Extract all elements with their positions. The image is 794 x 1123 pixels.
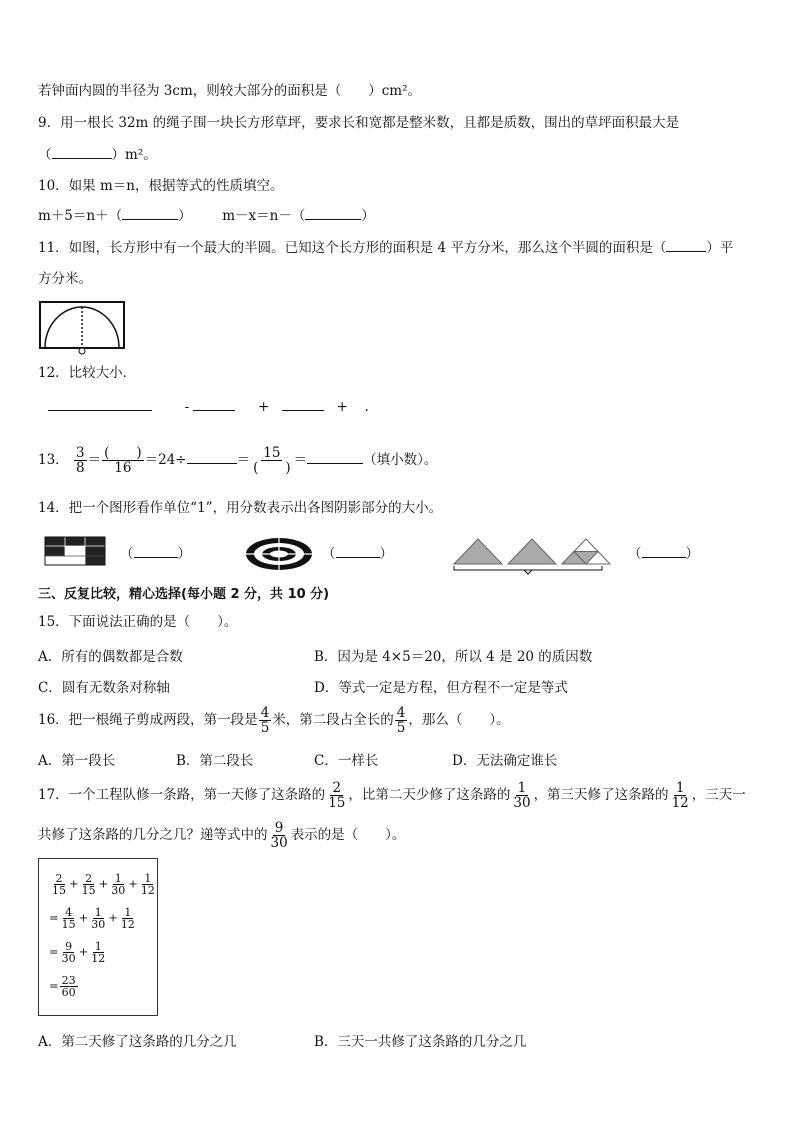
math-text: 2: [332, 780, 342, 796]
paren: ）: [379, 546, 393, 562]
q17-text: 共修了这条路的几分之几？递等式中的: [38, 827, 268, 843]
q9-line2: [38, 146, 157, 164]
q10-title: 10．如果 m＝n，根据等式的性质填空。: [38, 178, 284, 194]
q14-answer3: [628, 545, 699, 563]
math-text: +: [78, 944, 89, 959]
q11-blank[interactable]: [666, 239, 706, 252]
math-text: 16: [114, 460, 132, 476]
q15-title: 15．下面说法正确的是（ ）。: [38, 614, 238, 630]
math-text: 5: [260, 720, 270, 736]
fraction: [139, 873, 157, 896]
q16-option-a[interactable]: A．第一段长: [38, 753, 116, 769]
q11-line1: [38, 239, 733, 257]
q10-expr2: m－x＝n－（: [222, 208, 306, 224]
math-text: 12: [91, 952, 106, 965]
work-line-3: [49, 941, 108, 964]
math-text: 60: [61, 986, 76, 999]
q13-fraction-3-8: [74, 446, 87, 475]
q16-text: 16．把一根绳子剪成两段，第一段是: [38, 712, 258, 728]
q11-text: 11．如图，长方形中有一个最大的半圆。已知这个长方形的面积是 4 平方分米，那么这个半圆的面积是（: [38, 240, 667, 256]
q16-option-d[interactable]: D．无法确定谁长: [452, 753, 558, 769]
math-text: +: [128, 876, 138, 891]
q14-title: 14．把一个图形看作单位“1”，用分数表示出各图阴影部分的大小。: [38, 500, 443, 516]
q17-line2: [38, 815, 405, 855]
math-text: 30: [91, 918, 106, 931]
equals: ＝: [87, 452, 102, 468]
math-text: 15: [52, 884, 66, 897]
math-text: 30: [111, 884, 126, 897]
math-text: 15: [81, 884, 96, 897]
q10-expressions: [38, 207, 375, 225]
q15-option-c[interactable]: C．圆有无数条对称轴: [38, 680, 170, 696]
fraction: [119, 907, 137, 930]
q16-text: 米，第二段占全长的: [272, 712, 394, 728]
q12-symbol: +: [258, 399, 270, 415]
q11-line2: 方分米。: [38, 271, 92, 287]
math-text: 2: [55, 872, 63, 885]
math-text: =: [49, 978, 59, 993]
q16-option-c[interactable]: C．一样长: [314, 753, 379, 769]
math-text: 2: [85, 872, 93, 885]
fraction: [60, 975, 78, 998]
math-text: 30: [61, 952, 76, 965]
q14-blank3[interactable]: [642, 545, 686, 558]
q16-option-b[interactable]: B．第二段长: [176, 753, 254, 769]
q9-unit: ）m²。: [111, 147, 157, 163]
fraction: [89, 907, 107, 930]
q13-division: ＝24÷: [144, 452, 187, 468]
q17-text: 17．一个工程队修一条路，第一天修了这条路的: [38, 787, 326, 803]
q16-fraction: [259, 706, 272, 735]
paren: （: [322, 546, 336, 562]
math-text: +: [98, 876, 109, 891]
q13-fraction-blank-16[interactable]: [102, 446, 144, 475]
q12-title: 12．比较大小．: [38, 365, 137, 381]
math-text: 9: [65, 940, 73, 953]
q13-blank1[interactable]: [187, 451, 237, 464]
math-text: 4: [260, 705, 270, 721]
q14-blank1[interactable]: [134, 545, 178, 558]
q16-fraction: [395, 706, 408, 735]
math-text: 12: [120, 918, 135, 931]
q9-answer-blank[interactable]: [52, 146, 112, 159]
q14-answer2: [322, 545, 393, 563]
q17-fraction: [670, 781, 691, 810]
q17-working-box: [38, 858, 158, 1016]
fraction: [60, 941, 78, 964]
q16-line: [38, 700, 510, 740]
math-text: 3: [75, 445, 85, 461]
math-text: 15: [263, 445, 281, 461]
math-text: 30: [270, 835, 288, 851]
q10-blank2[interactable]: [305, 207, 361, 220]
q14-answer1: [120, 545, 191, 563]
q12-blank1[interactable]: [48, 398, 152, 411]
fraction: [89, 941, 107, 964]
math-text: 30: [513, 795, 531, 811]
equals: ＝: [293, 452, 308, 468]
q17-text: ，比第二天少修了这条路的: [348, 787, 511, 803]
equals: ＝: [236, 452, 251, 468]
math-text: 1: [94, 906, 102, 919]
q9-line1: 9．用一根长 32m 的绳子围一块长方形草坪，要求长和宽都是整米数，且都是质数，围出的草坪面积最大是: [38, 115, 680, 131]
q13-line: [38, 440, 437, 480]
q11-text-end: ）平: [706, 240, 734, 256]
q15-option-b[interactable]: B．因为是 4×5＝20，所以 4 是 20 的质因数: [314, 649, 593, 665]
q12-symbol: +: [336, 399, 348, 415]
q9-paren-open: （: [38, 147, 52, 163]
q10-blank1[interactable]: [122, 207, 178, 220]
math-text: 1: [124, 906, 132, 919]
q12-blank2[interactable]: [193, 398, 235, 411]
q12-row: [48, 398, 369, 416]
math-text: 8: [75, 460, 85, 476]
q17-fraction: [511, 781, 532, 810]
q14-grid-figure: [44, 536, 108, 568]
paren: ）: [685, 546, 699, 562]
math-text: 15: [328, 795, 346, 811]
q16-text: ，那么（ ）。: [408, 712, 510, 728]
paren: ）: [177, 546, 191, 562]
q10-expr2-close: ）: [361, 208, 375, 224]
q17-text: ，第三天修了这条路的: [533, 787, 669, 803]
q12-symbol: .: [364, 399, 369, 415]
work-line-2: [49, 907, 138, 930]
math-text: 4: [396, 705, 406, 721]
section-heading: 三、反复比较，精心选择(每小题 2 分，共 10 分): [38, 587, 330, 602]
math-text: 1: [517, 780, 527, 796]
q13-number: 13．: [38, 452, 69, 468]
math-text: 1: [94, 940, 102, 953]
fraction: [50, 873, 68, 896]
math-text: 1: [675, 780, 685, 796]
q14-target-figure: [244, 536, 314, 572]
q13-fraction-15-blank[interactable]: [251, 446, 293, 475]
q17-option-a[interactable]: A．第二天修了这条路的几分之几: [38, 1034, 237, 1050]
q8-tail: 若钟面内圆的半径为 3cm，则较大部分的面积是（ ）cm²。: [38, 83, 422, 99]
work-line-4: [49, 975, 79, 998]
math-text: +: [108, 910, 118, 925]
work-line-1: [49, 873, 158, 896]
q17-text: 表示的是（ ）。: [290, 827, 406, 843]
math-text: =: [49, 910, 59, 925]
math-text: 9: [274, 820, 284, 836]
q15-option-a[interactable]: A．所有的偶数都是合数: [38, 649, 183, 665]
q13-blank2[interactable]: [307, 451, 363, 464]
q10-expr1: m＋5＝n＋（: [38, 208, 123, 224]
math-text: 12: [140, 884, 155, 897]
math-text: 12: [671, 795, 689, 811]
math-text: ( ): [253, 460, 291, 476]
fraction: [60, 907, 78, 930]
q10-expr1-close: ）: [178, 208, 192, 224]
math-text: 1: [144, 872, 152, 885]
math-text: +: [78, 910, 89, 925]
math-text: 5: [396, 720, 406, 736]
q17-fraction: [269, 821, 290, 850]
q14-blank2[interactable]: [336, 545, 380, 558]
math-text: 4: [65, 906, 73, 919]
math-text: 23: [61, 974, 76, 987]
math-text: ( ): [104, 445, 142, 461]
math-text: 1: [114, 872, 122, 885]
paren: （: [120, 546, 134, 562]
math-text: 15: [61, 918, 76, 931]
q17-option-b[interactable]: B．三天一共修了这条路的几分之几: [314, 1034, 527, 1050]
q17-line1: [38, 775, 746, 815]
paren: （: [628, 546, 642, 562]
q12-symbol: -: [184, 399, 190, 415]
q17-fraction: [326, 781, 347, 810]
q17-text: ，三天一: [691, 787, 746, 803]
q14-triangles-figure: [452, 536, 612, 576]
math-text: =: [49, 944, 59, 959]
fraction: [80, 873, 98, 896]
q13-hint: （填小数）。: [363, 452, 438, 468]
q15-option-d[interactable]: D．等式一定是方程，但方程不一定是等式: [314, 680, 568, 696]
math-text: +: [69, 876, 79, 891]
q11-semicircle-figure: [38, 300, 128, 356]
q12-blank3[interactable]: [282, 398, 324, 411]
fraction: [109, 873, 127, 896]
